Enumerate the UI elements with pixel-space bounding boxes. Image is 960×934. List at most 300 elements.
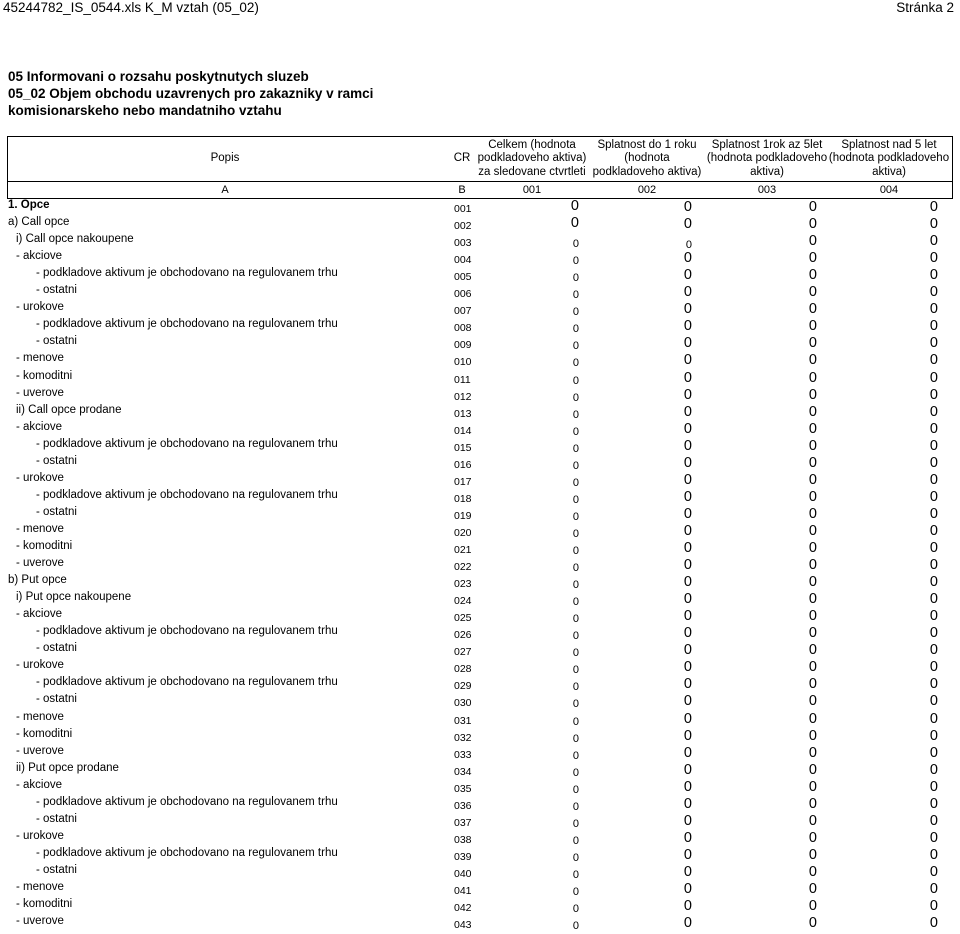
row-label: - uverove: [16, 744, 64, 757]
value-nad-5-let: 0: [929, 250, 938, 267]
value-celkem: 0: [572, 374, 579, 387]
table-row: [0, 746, 960, 763]
value-do-1-roku: 0: [683, 659, 692, 676]
row-label: - akciove: [16, 250, 63, 263]
table-row: [0, 575, 960, 592]
value-1-az-5-let: 0: [808, 642, 817, 659]
column-code-003: 003: [757, 184, 777, 196]
value-celkem: 0: [572, 238, 579, 251]
value-nad-5-let: 0: [929, 659, 938, 676]
table-row: [0, 865, 960, 882]
value-1-az-5-let: 0: [808, 574, 817, 591]
table-row: [0, 677, 960, 694]
row-code: 042: [454, 902, 472, 915]
row-label: - menove: [16, 522, 64, 535]
row-label: - ostatni: [36, 505, 77, 518]
value-do-1-roku: 0: [683, 301, 692, 318]
value-1-az-5-let: 0: [808, 676, 817, 693]
value-1-az-5-let: 0: [808, 846, 817, 863]
column-code-b: B: [458, 184, 466, 196]
header-cr: CR: [453, 152, 471, 165]
row-label: ii) Call opce prodane: [16, 403, 122, 416]
value-do-1-roku: 0: [683, 369, 692, 386]
row-label: - akciove: [16, 420, 63, 433]
value-celkem: 0: [572, 715, 579, 728]
row-label: - uverove: [16, 557, 64, 570]
value-nad-5-let: 0: [929, 710, 938, 727]
value-nad-5-let: 0: [929, 744, 938, 761]
value-do-1-roku: 0: [683, 863, 692, 880]
row-label: a) Call opce: [8, 216, 70, 229]
value-1-az-5-let: 0: [808, 522, 817, 539]
value-nad-5-let: 0: [929, 557, 938, 574]
value-1-az-5-let: 0: [808, 267, 817, 284]
value-nad-5-let: 0: [929, 676, 938, 693]
column-code-002: 002: [637, 184, 657, 196]
row-code: 024: [454, 595, 472, 608]
row-label: - urokove: [16, 829, 64, 842]
value-celkem: 0: [572, 920, 579, 933]
value-nad-5-let: 0: [929, 284, 938, 301]
row-label: - komoditni: [16, 898, 73, 911]
value-do-1-roku: 0: [683, 761, 692, 778]
header-splatnost-nad-5-let: Splatnost nad 5 let (hodnota podkladoveho aktiva): [828, 138, 950, 178]
value-1-az-5-let: 0: [808, 301, 817, 318]
value-celkem: 0: [572, 681, 579, 694]
value-celkem: 0: [572, 664, 579, 677]
row-label: - ostatni: [36, 335, 77, 348]
value-nad-5-let: 0: [929, 608, 938, 625]
value-nad-5-let: 0: [929, 881, 938, 897]
value-1-az-5-let: 0: [808, 608, 817, 625]
row-code: 038: [454, 833, 472, 846]
row-label: ii) Put opce prodane: [16, 761, 119, 774]
value-celkem: 0: [572, 886, 579, 898]
table-row: [0, 319, 960, 336]
table-row: [0, 882, 960, 899]
table-left-border: [7, 136, 8, 198]
table-row: [0, 371, 960, 388]
value-1-az-5-let: 0: [808, 863, 817, 880]
value-1-az-5-let: 0: [808, 403, 817, 420]
table-row: [0, 217, 960, 234]
row-code: 032: [454, 731, 472, 744]
row-label: - menove: [16, 881, 64, 893]
row-label: - menove: [16, 352, 64, 365]
value-nad-5-let: 0: [929, 795, 938, 812]
row-label: - uverove: [16, 386, 64, 399]
column-code-a: A: [221, 184, 229, 196]
value-nad-5-let: 0: [929, 488, 938, 505]
value-nad-5-let: 0: [929, 233, 938, 250]
table-row: [0, 848, 960, 865]
value-1-az-5-let: 0: [808, 898, 817, 915]
value-nad-5-let: 0: [929, 761, 938, 778]
row-label: - urokove: [16, 659, 64, 672]
table-row: [0, 694, 960, 711]
value-celkem: 0: [572, 647, 579, 660]
header-popis: Popis: [210, 152, 240, 165]
row-code: 027: [454, 646, 472, 659]
value-1-az-5-let: 0: [808, 284, 817, 301]
value-celkem: 0: [572, 579, 579, 592]
row-code: 039: [454, 850, 472, 863]
value-1-az-5-let: 0: [808, 591, 817, 608]
value-1-az-5-let: 0: [808, 795, 817, 812]
row-code: 006: [454, 288, 472, 301]
value-do-1-roku: 0: [683, 437, 692, 454]
value-do-1-roku: 0: [683, 881, 692, 897]
value-do-1-roku: 0: [683, 778, 692, 795]
row-code: 034: [454, 765, 472, 778]
table-row: [0, 336, 960, 353]
row-code: 020: [454, 526, 472, 539]
header-splatnost-1-az-5-let: Splatnost 1rok az 5let (hodnota podkladoveho aktiva): [706, 138, 828, 178]
value-do-1-roku: 0: [683, 727, 692, 744]
row-code: 015: [454, 441, 472, 454]
value-1-az-5-let: 0: [808, 233, 817, 250]
row-code: 041: [454, 885, 472, 897]
row-label: - menove: [16, 710, 64, 723]
value-nad-5-let: 0: [929, 386, 938, 403]
value-celkem: 0: [572, 562, 579, 575]
value-celkem: 0: [572, 493, 579, 506]
row-code: 033: [454, 748, 472, 761]
table-row: [0, 405, 960, 422]
row-label: - urokove: [16, 301, 64, 314]
value-1-az-5-let: 0: [808, 778, 817, 795]
value-nad-5-let: 0: [929, 199, 938, 215]
row-label: - podkladove aktivum je obchodovano na regulovanem trhu: [36, 676, 338, 689]
value-do-1-roku: 0: [683, 608, 692, 625]
row-code: 037: [454, 816, 472, 829]
value-1-az-5-let: 0: [808, 454, 817, 471]
row-label: - komoditni: [16, 540, 73, 552]
row-label: - ostatni: [36, 284, 77, 297]
row-code: 022: [454, 561, 472, 574]
value-celkem: 0: [572, 596, 579, 609]
table-row: [0, 814, 960, 831]
value-do-1-roku: 0: [683, 846, 692, 863]
value-nad-5-let: 0: [929, 369, 938, 386]
value-nad-5-let: 0: [929, 625, 938, 642]
row-label: - podkladove aktivum je obchodovano na regulovanem trhu: [36, 267, 338, 280]
value-celkem: 0: [572, 425, 579, 438]
value-1-az-5-let: 0: [808, 318, 817, 335]
row-label: - akciove: [16, 778, 63, 791]
value-do-1-roku: 0: [683, 403, 692, 420]
table-row: [0, 507, 960, 524]
value-do-1-roku: 0: [683, 710, 692, 727]
value-do-1-roku: 0: [683, 454, 692, 471]
value-nad-5-let: 0: [929, 812, 938, 829]
value-do-1-roku: 0: [685, 239, 692, 252]
value-celkem: 0: [572, 800, 579, 813]
row-code: 016: [454, 458, 472, 471]
row-label: - ostatni: [36, 812, 77, 825]
value-1-az-5-let: 0: [808, 710, 817, 727]
value-celkem: 0: [572, 817, 579, 830]
value-nad-5-let: 0: [929, 267, 938, 284]
value-1-az-5-let: 0: [808, 420, 817, 437]
table-row: [0, 712, 960, 729]
row-label: 1. Opce: [8, 199, 50, 211]
value-celkem: 0: [572, 545, 579, 557]
value-nad-5-let: 0: [929, 574, 938, 591]
row-code: 035: [454, 782, 472, 795]
value-do-1-roku: 0: [683, 540, 692, 556]
value-1-az-5-let: 0: [808, 625, 817, 642]
table-row: [0, 541, 960, 558]
row-code: 005: [454, 271, 472, 284]
row-label: - urokove: [16, 471, 64, 484]
value-nad-5-let: 0: [929, 335, 938, 352]
value-do-1-roku: 0: [683, 744, 692, 761]
value-nad-5-let: 0: [929, 420, 938, 437]
row-code: 029: [454, 680, 472, 693]
row-label: - podkladove aktivum je obchodovano na regulovanem trhu: [36, 318, 338, 331]
column-code-001: 001: [522, 184, 542, 196]
value-celkem: 0: [572, 766, 579, 779]
value-1-az-5-let: 0: [808, 488, 817, 505]
value-nad-5-let: 0: [929, 454, 938, 471]
value-celkem: 0: [572, 868, 579, 881]
row-code: 010: [454, 356, 472, 369]
row-code: 036: [454, 799, 472, 812]
value-celkem: 0: [572, 613, 579, 626]
value-do-1-roku: 0: [683, 335, 692, 352]
value-1-az-5-let: 0: [808, 812, 817, 829]
value-do-1-roku: 0: [683, 199, 692, 215]
table-row: [0, 524, 960, 541]
value-do-1-roku: 0: [683, 505, 692, 522]
row-label: - ostatni: [36, 863, 77, 876]
row-code: 018: [454, 492, 472, 505]
value-nad-5-let: 0: [929, 318, 938, 335]
table-right-border: [952, 136, 953, 198]
table-row: [0, 592, 960, 609]
value-do-1-roku: 0: [683, 522, 692, 539]
value-1-az-5-let: 0: [808, 829, 817, 846]
row-label: i) Call opce nakoupene: [16, 233, 134, 246]
value-nad-5-let: 0: [929, 693, 938, 710]
value-1-az-5-let: 0: [808, 915, 817, 932]
value-nad-5-let: 0: [929, 471, 938, 488]
row-label: - uverove: [16, 915, 64, 928]
value-celkem: 0: [572, 459, 579, 472]
row-code: 011: [454, 373, 471, 386]
value-nad-5-let: 0: [929, 727, 938, 744]
value-celkem: 0: [572, 272, 579, 285]
value-1-az-5-let: 0: [808, 557, 817, 574]
value-nad-5-let: 0: [929, 863, 938, 880]
table-row: [0, 200, 960, 217]
table-row: [0, 916, 960, 933]
value-nad-5-let: 0: [929, 846, 938, 863]
value-celkem: 0: [572, 340, 579, 353]
value-do-1-roku: 0: [683, 250, 692, 267]
value-do-1-roku: 0: [683, 829, 692, 846]
value-celkem: 0: [572, 527, 579, 540]
row-label: - podkladove aktivum je obchodovano na regulovanem trhu: [36, 488, 338, 501]
value-do-1-roku: 0: [683, 693, 692, 710]
row-label: - komoditni: [16, 727, 73, 740]
value-celkem: 0: [572, 323, 579, 336]
value-1-az-5-let: 0: [808, 659, 817, 676]
value-celkem: 0: [572, 834, 579, 847]
value-celkem: 0: [572, 732, 579, 745]
row-label: - akciove: [16, 608, 63, 621]
value-celkem: 0: [572, 442, 579, 455]
value-do-1-roku: 0: [683, 386, 692, 403]
value-do-1-roku: 0: [683, 488, 692, 505]
value-1-az-5-let: 0: [808, 250, 817, 267]
value-celkem: 0: [572, 357, 579, 370]
table-row: [0, 763, 960, 780]
table-row: [0, 234, 960, 251]
file-name-header: 45244782_IS_0544.xls K_M vztah (05_02): [3, 0, 259, 15]
page-number: Stránka 2: [896, 0, 954, 15]
row-code: 025: [454, 612, 472, 625]
row-label: - ostatni: [36, 642, 77, 655]
value-do-1-roku: 0: [683, 642, 692, 659]
value-1-az-5-let: 0: [808, 471, 817, 488]
value-1-az-5-let: 0: [808, 335, 817, 352]
value-celkem: 0: [572, 783, 579, 796]
value-do-1-roku: 0: [683, 591, 692, 608]
row-code: 017: [454, 475, 472, 488]
row-code: 013: [454, 407, 472, 420]
value-do-1-roku: 0: [683, 318, 692, 335]
value-celkem: 0: [572, 851, 579, 864]
table-row: [0, 643, 960, 660]
row-label: i) Put opce nakoupene: [16, 591, 132, 604]
table-row: [0, 388, 960, 405]
report-title-line-1: 05 Informovani o rozsahu poskytnutych sluzeb: [8, 69, 309, 84]
value-1-az-5-let: 0: [808, 540, 817, 556]
table-row: [0, 558, 960, 575]
value-celkem: 0: [570, 215, 579, 232]
row-label: - podkladove aktivum je obchodovano na regulovanem trhu: [36, 846, 338, 859]
value-celkem: 0: [572, 289, 579, 302]
value-nad-5-let: 0: [929, 505, 938, 522]
row-label: - ostatni: [36, 693, 77, 706]
value-do-1-roku: 0: [683, 557, 692, 574]
value-nad-5-let: 0: [929, 403, 938, 420]
value-celkem: 0: [570, 198, 579, 214]
report-title-line-3: komisionarskeho nebo mandatniho vztahu: [8, 103, 282, 118]
value-celkem: 0: [572, 306, 579, 319]
value-nad-5-let: 0: [929, 216, 938, 233]
row-code: 031: [454, 714, 472, 727]
value-nad-5-let: 0: [929, 829, 938, 846]
row-code: 012: [454, 390, 472, 403]
row-code: 002: [454, 220, 472, 233]
table-row: [0, 353, 960, 370]
table-row: [0, 285, 960, 302]
table-row: [0, 490, 960, 507]
value-celkem: 0: [572, 476, 579, 489]
value-nad-5-let: 0: [929, 898, 938, 915]
row-code: 019: [454, 509, 472, 522]
value-celkem: 0: [572, 408, 579, 421]
table-row: [0, 439, 960, 456]
value-nad-5-let: 0: [929, 915, 938, 932]
value-celkem: 0: [572, 698, 579, 711]
value-1-az-5-let: 0: [808, 505, 817, 522]
row-label: - podkladove aktivum je obchodovano na regulovanem trhu: [36, 625, 338, 638]
row-code: 007: [454, 305, 472, 318]
value-do-1-roku: 0: [683, 915, 692, 932]
row-code: 003: [454, 237, 472, 250]
value-do-1-roku: 0: [683, 625, 692, 642]
row-code: 030: [454, 697, 472, 710]
row-code: 008: [454, 322, 472, 335]
row-code: 014: [454, 424, 472, 437]
row-label: - podkladove aktivum je obchodovano na regulovanem trhu: [36, 795, 338, 808]
row-code: 021: [454, 544, 472, 556]
row-label: - ostatni: [36, 454, 77, 467]
row-label: - podkladove aktivum je obchodovano na regulovanem trhu: [36, 437, 338, 450]
value-nad-5-let: 0: [929, 437, 938, 454]
report-title-line-2: 05_02 Objem obchodu uzavrenych pro zakazniky v ramci: [8, 86, 374, 101]
value-1-az-5-let: 0: [808, 352, 817, 369]
value-1-az-5-let: 0: [808, 369, 817, 386]
value-1-az-5-let: 0: [808, 693, 817, 710]
value-do-1-roku: 0: [683, 676, 692, 693]
row-code: 023: [454, 578, 472, 591]
row-code: 026: [454, 629, 472, 642]
value-do-1-roku: 0: [683, 898, 692, 915]
header-celkem: Celkem (hodnota podkladoveho aktiva) za sledovane ctvrtleti: [477, 138, 587, 178]
value-1-az-5-let: 0: [808, 881, 817, 897]
value-do-1-roku: 0: [683, 471, 692, 488]
value-do-1-roku: 0: [683, 574, 692, 591]
value-1-az-5-let: 0: [808, 199, 817, 215]
value-do-1-roku: 0: [683, 420, 692, 437]
value-nad-5-let: 0: [929, 642, 938, 659]
value-do-1-roku: 0: [683, 216, 692, 233]
header-splatnost-do-1-roku: Splatnost do 1 roku (hodnota podkladoveho aktiva): [592, 138, 702, 178]
value-nad-5-let: 0: [929, 301, 938, 318]
value-1-az-5-let: 0: [808, 744, 817, 761]
value-1-az-5-let: 0: [808, 761, 817, 778]
table-row: [0, 268, 960, 285]
row-code: 028: [454, 663, 472, 676]
table-row: [0, 729, 960, 746]
value-1-az-5-let: 0: [808, 727, 817, 744]
row-label: b) Put opce: [8, 574, 67, 587]
value-do-1-roku: 0: [683, 812, 692, 829]
value-celkem: 0: [572, 749, 579, 762]
value-nad-5-let: 0: [929, 778, 938, 795]
value-celkem: 0: [572, 630, 579, 643]
table-row: [0, 626, 960, 643]
value-1-az-5-let: 0: [808, 386, 817, 403]
value-celkem: 0: [572, 255, 579, 268]
value-celkem: 0: [572, 391, 579, 404]
table-row: [0, 456, 960, 473]
table-row: [0, 899, 960, 916]
value-celkem: 0: [572, 510, 579, 523]
value-nad-5-let: 0: [929, 352, 938, 369]
value-1-az-5-let: 0: [808, 216, 817, 233]
row-code: 043: [454, 919, 472, 932]
value-do-1-roku: 0: [683, 795, 692, 812]
column-code-004: 004: [879, 184, 899, 196]
row-label: - komoditni: [16, 369, 73, 382]
row-code: 001: [454, 203, 472, 215]
